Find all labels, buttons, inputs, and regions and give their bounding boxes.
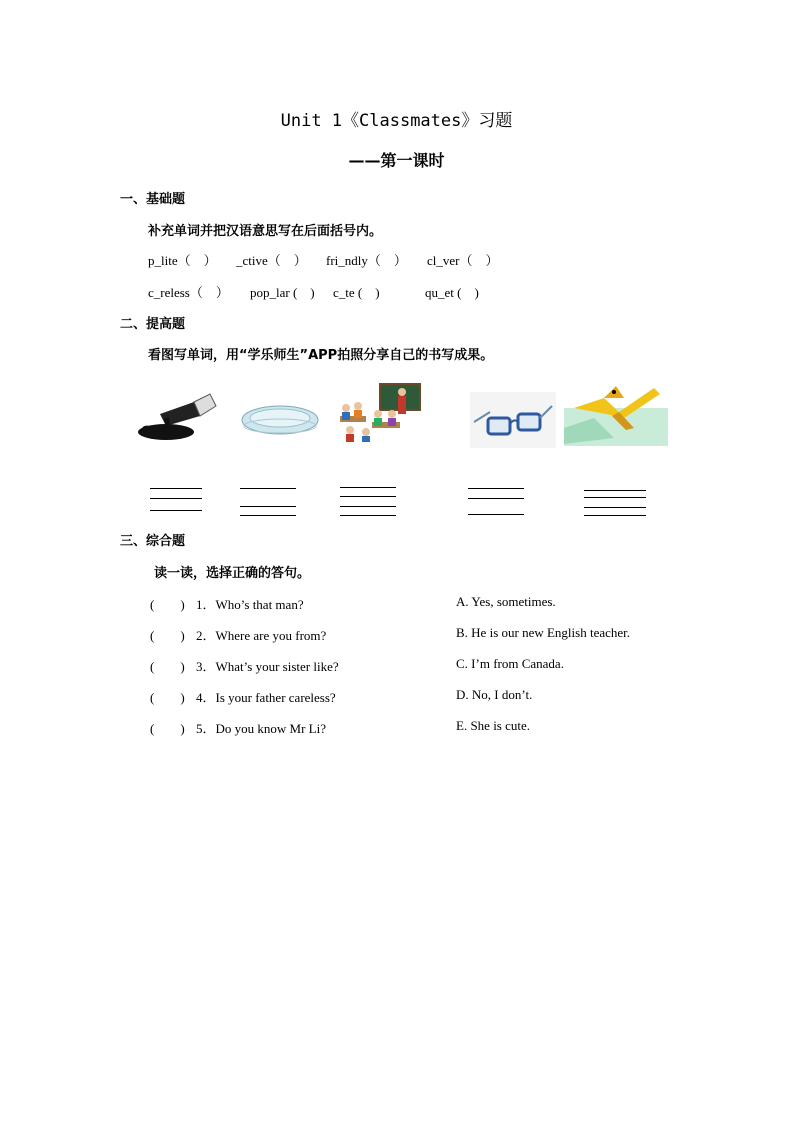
word-item: pop_lar ( ) <box>250 285 315 300</box>
writing-line[interactable] <box>584 515 646 516</box>
question-text: 4．Is your father careless? <box>196 690 336 705</box>
writing-line[interactable] <box>150 498 202 499</box>
word-item: _ctive（ ） <box>236 253 307 268</box>
writing-line[interactable] <box>584 490 646 491</box>
writing-line[interactable] <box>240 515 296 516</box>
writing-line[interactable] <box>340 487 396 488</box>
word-item: c_te ( ) <box>333 285 380 300</box>
writing-line[interactable] <box>240 488 296 489</box>
question-text: 2．Where are you from? <box>196 628 327 643</box>
writing-line[interactable] <box>340 506 396 507</box>
writing-line[interactable] <box>468 514 524 515</box>
section-2-heading: 二、提高题 <box>120 317 186 332</box>
section-3-instruction: 读一读，选择正确的答句。 <box>154 566 311 581</box>
answer-blank[interactable]: ( ) <box>150 721 185 736</box>
glasses-icon <box>470 392 556 448</box>
word-item: p_lite（ ） <box>148 253 217 268</box>
answer-option: D. No, I don’t. <box>456 687 533 702</box>
answer-option: E. She is cute. <box>456 718 531 733</box>
ink-spill-icon <box>136 388 218 442</box>
page-subtitle: ——第一课时 <box>348 151 445 170</box>
writing-line[interactable] <box>340 515 396 516</box>
writing-line[interactable] <box>150 510 202 511</box>
question-text: 3．What’s your sister like? <box>196 659 339 674</box>
question-text: 5．Do you know Mr Li? <box>196 721 326 736</box>
writing-line[interactable] <box>150 488 202 489</box>
writing-line[interactable] <box>468 488 524 489</box>
section-3-heading: 三、综合题 <box>120 534 186 549</box>
answer-blank[interactable]: ( ) <box>150 690 185 705</box>
answer-option: C. I’m from Canada. <box>456 656 564 671</box>
word-item: qu_et ( ) <box>425 285 479 300</box>
classroom-icon <box>336 382 422 442</box>
writing-line[interactable] <box>584 497 646 498</box>
section-2-instruction: 看图写单词，用“学乐师生”APP拍照分享自己的书写成果。 <box>148 348 494 363</box>
page-title: Unit 1《Classmates》习题 <box>280 111 513 131</box>
eagle-icon <box>564 368 668 446</box>
answer-option: A. Yes, sometimes. <box>456 594 556 609</box>
answer-blank[interactable]: ( ) <box>150 597 185 612</box>
answer-option: B. He is our new English teacher. <box>456 625 631 640</box>
word-item: cl_ver（ ） <box>427 253 499 268</box>
answer-blank[interactable]: ( ) <box>150 659 185 674</box>
section-1-instruction: 补充单词并把汉语意思写在后面括号内。 <box>148 224 383 239</box>
section-1-heading: 一、基础题 <box>120 192 186 207</box>
writing-line[interactable] <box>468 498 524 499</box>
answer-blank[interactable]: ( ) <box>150 628 185 643</box>
word-item: c_reless（ ） <box>148 285 229 300</box>
question-text: 1．Who’s that man? <box>196 597 304 612</box>
writing-line[interactable] <box>584 507 646 508</box>
plate-icon <box>238 398 322 438</box>
writing-line[interactable] <box>240 506 296 507</box>
word-item: fri_ndly（ ） <box>326 253 407 268</box>
writing-line[interactable] <box>340 496 396 497</box>
